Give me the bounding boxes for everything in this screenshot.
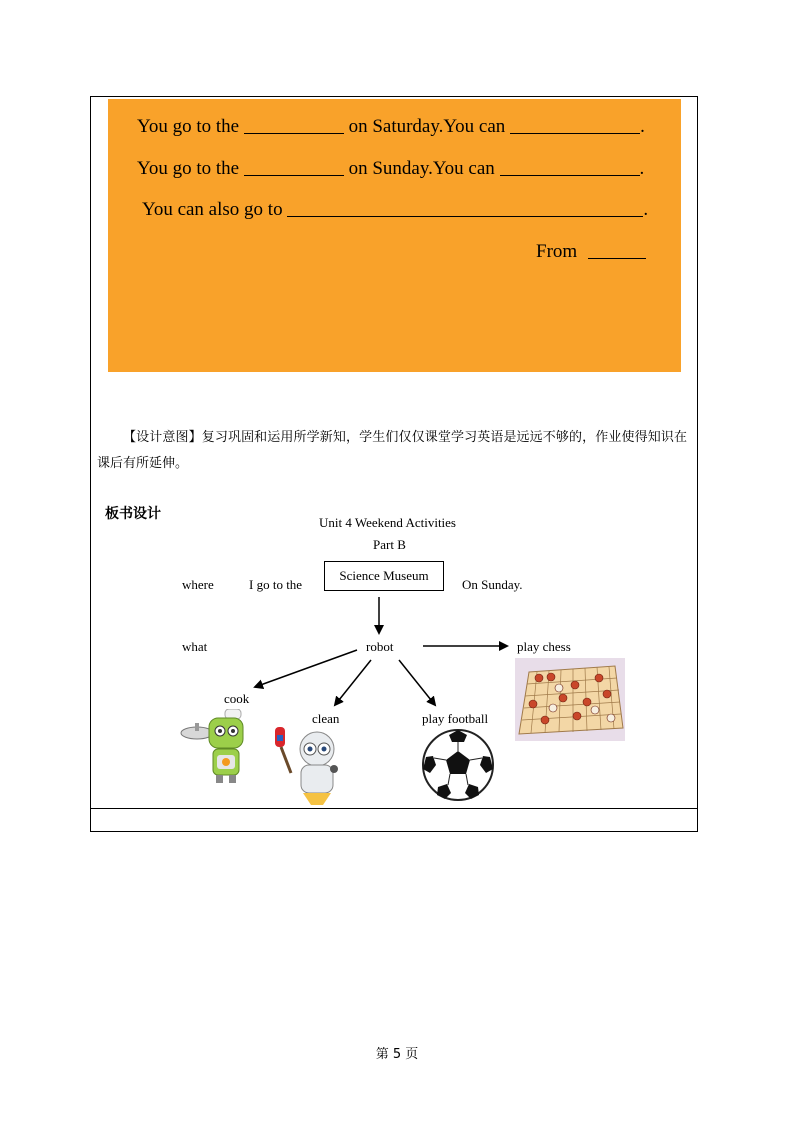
chess-image <box>515 658 625 741</box>
letter-text: You go to the <box>137 116 240 137</box>
page-number: 第 5 页 <box>375 1047 419 1062</box>
letter-text: You go to the <box>137 158 240 179</box>
design-note: 【设计意图】复习巩固和运用所学新知，学生们仅仅课堂学习英语是远远不够的，作业使得知识在课后有所延伸。 <box>97 430 687 471</box>
clean-label: clean <box>312 711 340 726</box>
letter-text: . <box>640 116 645 137</box>
i-go-label: I go to the <box>249 577 303 592</box>
table-row-divider <box>91 808 697 809</box>
when-label: On Sunday. <box>462 577 523 592</box>
letter-text: . <box>639 158 645 179</box>
cook-robot-image <box>179 709 253 785</box>
arrow-to-cook <box>255 650 357 687</box>
robot-label: robot <box>366 639 394 654</box>
letter-text: . <box>643 199 649 220</box>
where-label: where <box>182 577 214 592</box>
clean-robot-image <box>273 727 353 807</box>
board-subtitle: Part B <box>373 537 406 552</box>
from-label: From <box>536 241 578 262</box>
section-title: 板书设计 <box>105 506 161 522</box>
arrow-to-football <box>399 660 435 705</box>
place-box: Science Museum <box>324 561 444 591</box>
board-title: Unit 4 Weekend Activities <box>319 515 456 530</box>
letter-text: on Saturday.You can <box>348 116 506 137</box>
arrow-to-clean <box>335 660 371 705</box>
what-label: what <box>182 639 208 654</box>
content-table <box>90 96 698 832</box>
play-football-label: play football <box>422 711 489 726</box>
letter-text: You can also go to <box>142 199 283 220</box>
cook-label: cook <box>224 691 250 706</box>
play-chess-label: play chess <box>517 639 571 654</box>
football-image <box>420 727 496 803</box>
letter-text: on Sunday.You can <box>348 158 495 179</box>
